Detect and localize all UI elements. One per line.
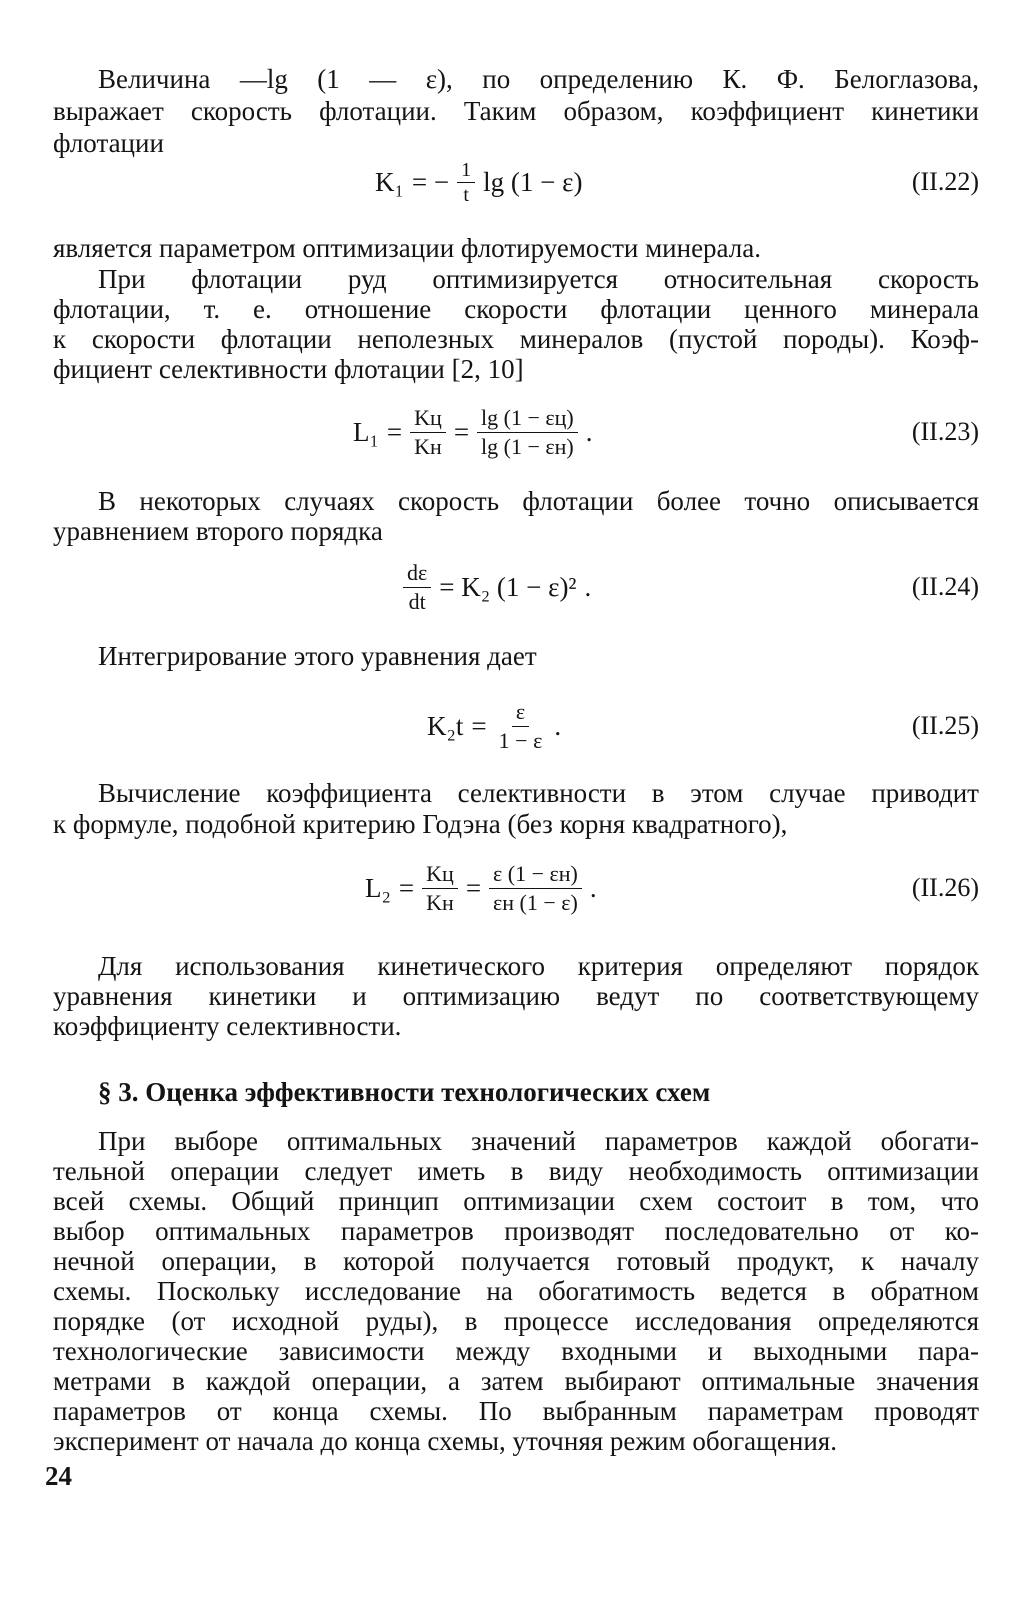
text-line: уравнением второго порядка (53, 516, 383, 546)
eq24-rhs: = K₂ (1 − ε)² (439, 571, 577, 602)
eq22-numerator: 1 (457, 159, 475, 183)
text-line: флотации (53, 128, 164, 158)
text-line: к скорости флотации неполезных минералов (пустой породы). Коэф- (53, 324, 979, 354)
equation-number: (II.23) (911, 417, 979, 446)
eq25-denominator: 1 − ε (498, 727, 543, 753)
text-line: является параметром оптимизации флотируемости минерала. (53, 233, 761, 263)
text-line: метрами в каждой операции, а затем выбирают оптимальные значения (53, 1366, 979, 1396)
eq23-frac1-denominator: Kн (414, 433, 442, 459)
eq26-frac2-denominator: εн (1 − ε) (493, 889, 578, 915)
eq22-fraction (457, 159, 475, 206)
text-line: Интегрирование этого уравнения дает (98, 641, 537, 671)
text-line: параметров от конца схемы. По выбранным параметрам проводят (53, 1396, 979, 1426)
equation-number: (II.24) (911, 572, 979, 601)
eq26-fraction-2 (489, 861, 582, 916)
eq23-fraction-2 (477, 405, 578, 460)
eq23-frac2-denominator: lg (1 − εн) (481, 433, 574, 459)
eq24-denominator: dt (408, 588, 426, 614)
text-line: При флотации руд оптимизируется относительная скорость (98, 264, 979, 294)
equation-number: (II.26) (911, 873, 979, 902)
text-line: При выборе оптимальных значений параметров каждой обогати- (98, 1126, 979, 1156)
eq23-frac1-numerator: Kц (410, 405, 446, 433)
eq25-fraction (495, 699, 547, 754)
text-line: эксперимент от начала до конца схемы, уточняя режим обогащения. (53, 1426, 837, 1456)
equation-ii-24 (53, 555, 979, 619)
eq25-lhs: K₂t (427, 710, 464, 741)
text-line: выражает скорость флотации. Таким образом, коэффициент кинетики (53, 96, 979, 126)
text-line: флотации, т. е. отношение скорости флотации ценного минерала (53, 294, 979, 324)
eq26-lhs: L₂ (365, 872, 391, 903)
eq24-period: . (584, 571, 592, 602)
eq23-equals-1: = (386, 416, 403, 447)
eq26-period: . (589, 872, 597, 903)
text-line: схемы. Поскольку исследование на обогатимость ведется в обратном (53, 1276, 979, 1306)
text-line: фициент селективности флотации [2, 10] (53, 354, 524, 384)
eq25-period: . (554, 710, 562, 741)
eq22-lhs: K₁ (375, 166, 404, 197)
eq24-fraction (403, 560, 431, 615)
eq23-period: . (585, 416, 593, 447)
text-line: технологические зависимости между входными и выходными пара- (53, 1336, 979, 1366)
eq26-equals-2: = (465, 872, 482, 903)
eq25-numerator: ε (512, 699, 529, 727)
eq26-frac1-numerator: Kц (422, 861, 458, 889)
eq23-lhs: L₁ (353, 416, 379, 447)
text-line: тельной операции следует иметь в виду необходимость оптимизации (53, 1156, 979, 1186)
eq25-equals: = (471, 710, 487, 741)
text-line: нечной операции, в которой получается готовый продукт, к началу (53, 1246, 979, 1276)
equation-ii-23 (53, 400, 979, 464)
eq23-equals-2: = (453, 416, 470, 447)
text-line: уравнения кинетики и оптимизацию ведут по соответствующему (53, 981, 979, 1011)
text-line: Для использования кинетического критерия определяют порядок (98, 951, 979, 981)
text-line: всей схемы. Общий принцип оптимизации схем состоит в том, что (53, 1186, 979, 1216)
equation-number: (II.22) (911, 167, 979, 196)
eq26-fraction-1 (422, 861, 458, 916)
text-line: коэффициенту селективности. (53, 1011, 402, 1041)
text-line: Величина —lg (1 — ε), по определению К. Ф. Белоглазова, (98, 64, 979, 94)
text-line: порядке (от исходной руды), в процессе исследования определяются (53, 1306, 979, 1336)
eq23-fraction-1 (410, 405, 446, 460)
text-line: выбор оптимальных параметров производят последовательно от ко- (53, 1216, 979, 1246)
page-number: 24 (45, 1461, 72, 1491)
equation-ii-25 (53, 694, 979, 758)
equation-ii-26 (53, 856, 979, 920)
eq23-frac2-numerator: lg (1 − εц) (477, 405, 578, 433)
equation-ii-22 (53, 150, 979, 214)
eq26-frac2-numerator: ε (1 − εн) (489, 861, 582, 889)
eq24-numerator: dε (403, 560, 431, 588)
text-line: Вычисление коэффициента селективности в этом случае приводит (98, 778, 979, 808)
text-line: В некоторых случаях скорость флотации более точно описывается (98, 486, 979, 516)
eq26-frac1-denominator: Kн (426, 889, 454, 915)
eq26-equals-1: = (398, 872, 415, 903)
text-line: к формуле, подобной критерию Годэна (без корня квадратного), (53, 809, 788, 839)
section-heading: § 3. Оценка эффективности технологических схем (98, 1077, 711, 1107)
equation-number: (II.25) (911, 711, 979, 740)
eq22-rhs: lg (1 − ε) (483, 166, 583, 197)
eq22-sign: = − (411, 166, 450, 197)
eq22-denominator: t (463, 183, 469, 206)
